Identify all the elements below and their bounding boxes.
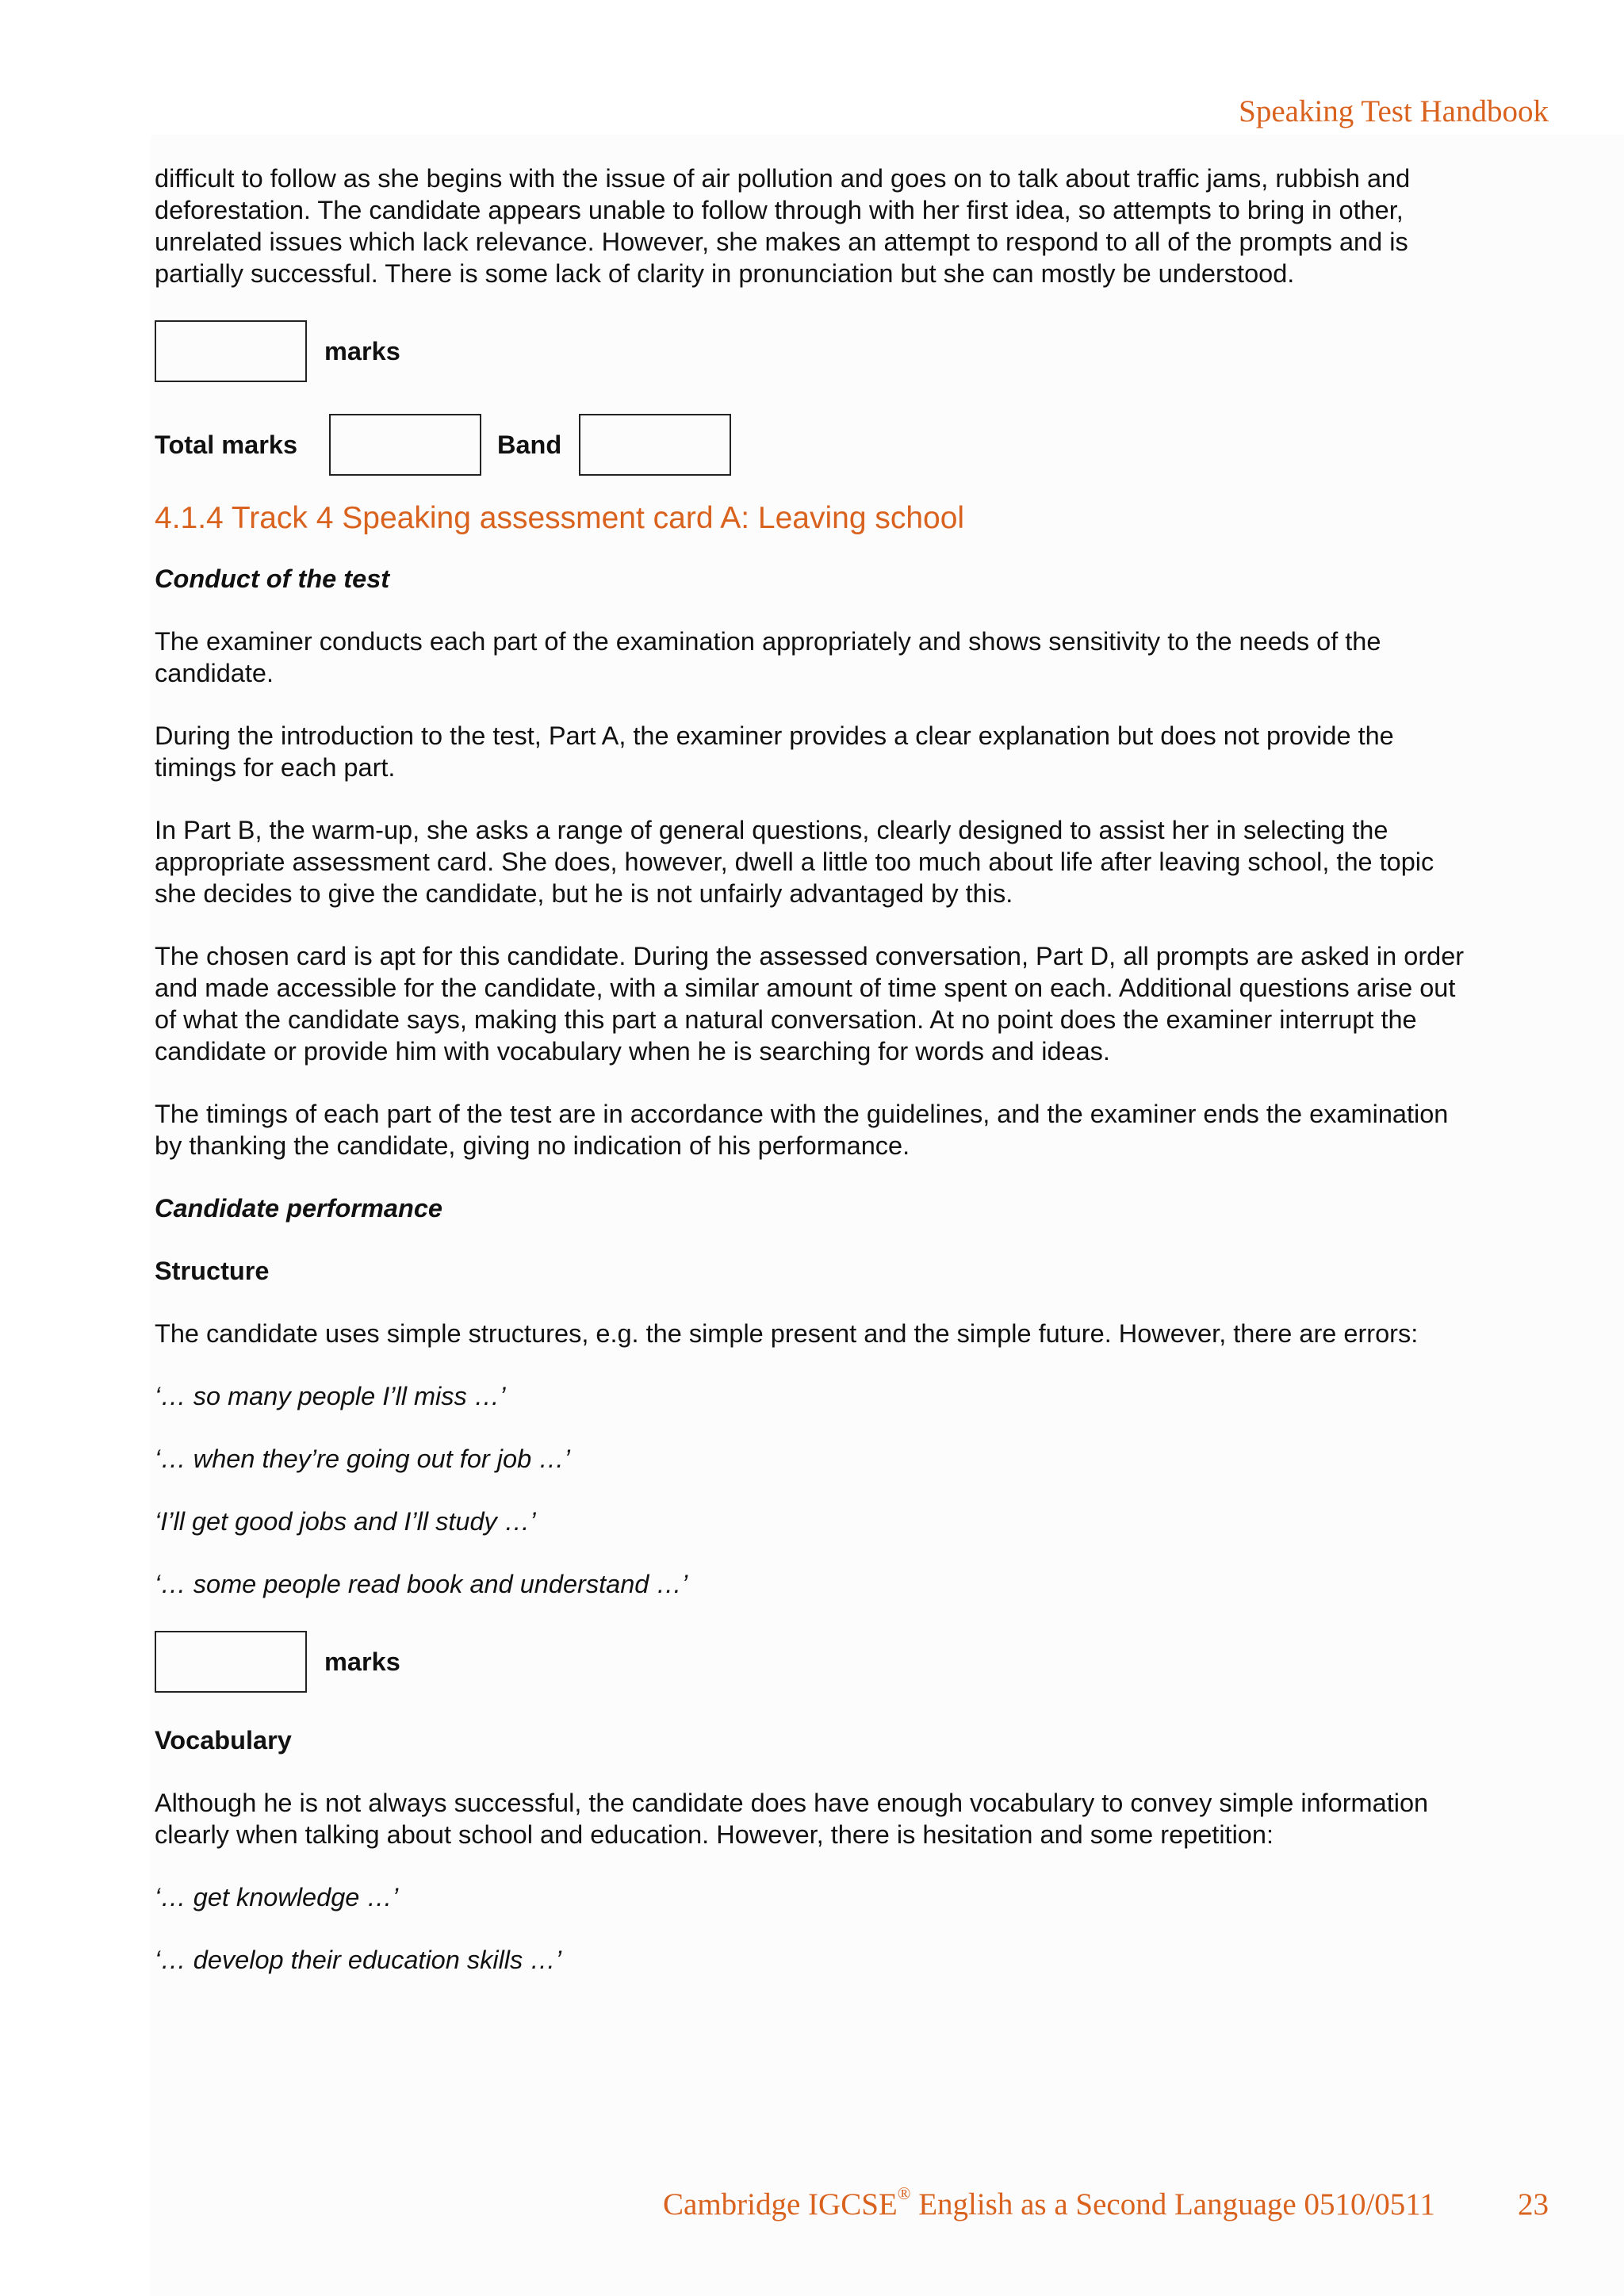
section-heading: 4.1.4 Track 4 Speaking assessment card A: Leaving school — [155, 501, 965, 535]
running-header: Speaking Test Handbook — [1239, 94, 1549, 128]
conduct-paragraph: The timings of each part of the test are in accordance with the guidelines, and the examiner ends the examination by thanking the candidate, giving no indication of his performance. — [155, 1100, 1449, 1160]
conduct-paragraph: The chosen card is apt for this candidate. During the assessed conversation, Part D, all prompts are asked in order and made accessible for the candidate, with a similar amount of time spent on each. Additional questions arise out of what the candidate says, making this part a natural conversation. At no point does the examiner interrupt the candidate or provide him with vocabulary when he is searching for words and ideas. — [155, 942, 1465, 1066]
marks-label: marks — [324, 1647, 400, 1676]
conduct-heading: Conduct of the test — [155, 564, 390, 593]
conduct-paragraph: During the introduction to the test, Part A, the examiner provides a clear explanation but does not provide the timings for each part. — [155, 721, 1394, 782]
structure-heading: Structure — [155, 1257, 270, 1285]
vocabulary-quote: ‘… develop their education skills …’ — [155, 1946, 562, 1974]
registered-mark: ® — [897, 2183, 911, 2203]
structure-quote: ‘… some people read book and understand …’ — [155, 1570, 688, 1598]
total-marks-label: Total marks — [155, 430, 298, 459]
marks-box[interactable] — [155, 320, 307, 382]
document-body — [155, 163, 1471, 2007]
structure-paragraph: The candidate uses simple structures, e.g. the simple present and the simple future. However, there are errors: — [155, 1319, 1419, 1348]
vocabulary-heading: Vocabulary — [155, 1726, 292, 1755]
marks-label: marks — [324, 337, 400, 365]
footer-title — [663, 2183, 1435, 2222]
conduct-paragraph: In Part B, the warm-up, she asks a range of general questions, clearly designed to assist her in selecting the appropriate assessment card. She does, however, dwell a little too much about life after leaving school, the topic she decides to give the candidate, but he is not unfairly advantaged by this. — [155, 816, 1434, 908]
total-marks-row — [155, 414, 1471, 476]
marks-row-1 — [155, 320, 1471, 382]
structure-quote: ‘… so many people I’ll miss …’ — [155, 1382, 506, 1410]
total-marks-box[interactable] — [329, 414, 481, 476]
performance-heading: Candidate performance — [155, 1194, 443, 1223]
band-label: Band — [497, 430, 562, 459]
footer-title-start: Cambridge IGCSE — [663, 2187, 898, 2221]
marks-row-2 — [155, 1631, 1471, 1693]
vocabulary-paragraph: Although he is not always successful, the candidate does have enough vocabulary to convey simple information clearly when talking about school and education. However, there is hesitation and some repetition: — [155, 1789, 1429, 1849]
band-box[interactable] — [579, 414, 731, 476]
structure-quote: ‘… when they’re going out for job …’ — [155, 1445, 570, 1473]
marks-box[interactable] — [155, 1631, 307, 1693]
page-number: 23 — [1518, 2187, 1549, 2221]
vocabulary-quote: ‘… get knowledge …’ — [155, 1883, 399, 1911]
footer-title-end: English as a Second Language 0510/0511 — [910, 2187, 1435, 2221]
intro-paragraph: difficult to follow as she begins with the issue of air pollution and goes on to talk about traffic jams, rubbish and deforestation. The candidate appears unable to follow through with her first idea, so attempts to bring in other, unrelated issues which lack relevance. However, she makes an attempt to respond to all of the prompts and is partially successful. There is some lack of clarity in pronunciation but she can mostly be understood. — [155, 164, 1411, 288]
conduct-paragraph: The examiner conducts each part of the examination appropriately and shows sensitivity to the needs of the candidate. — [155, 627, 1381, 687]
structure-quote: ‘I’ll get good jobs and I’ll study …’ — [155, 1507, 536, 1536]
